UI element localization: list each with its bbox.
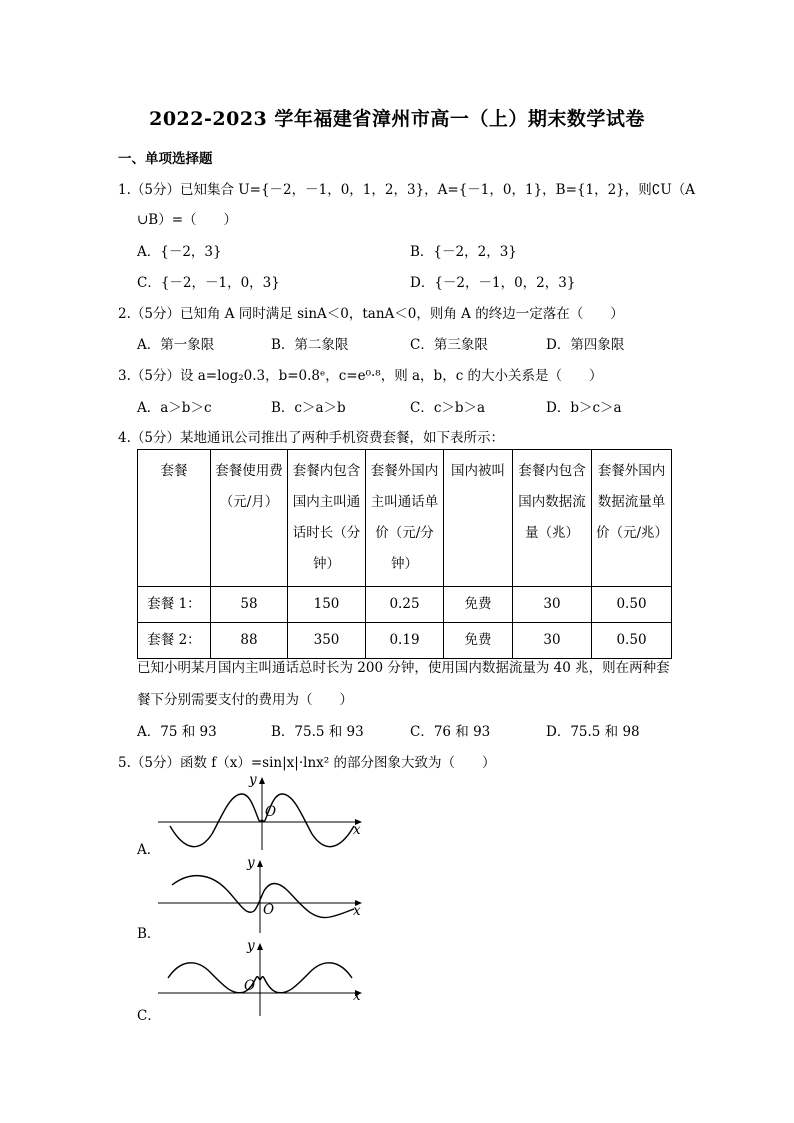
- table-row: [138, 623, 672, 659]
- table-cell: 350: [288, 623, 366, 659]
- q3-option-d: D．b＞c＞a: [546, 400, 622, 416]
- table-cell: 0.25: [366, 587, 444, 623]
- graph-a-label: A．: [137, 842, 161, 858]
- question-2-stem: 2.（5分）已知角 A 同时满足 sinA＜0，tanA＜0，则角 A 的终边一定落在（ ）: [118, 306, 624, 322]
- question-3-stem: 3.（5分）设 a=log₂0.3，b=0.8ᵉ，c=e⁰·⁸，则 a，b，c 的大小关系是（ ）: [118, 368, 603, 384]
- table-cell: 30: [513, 587, 592, 623]
- question-5-stem: 5.（5分）函数 f（x）=sin|x|·lnx² 的部分图象大致为（ ）: [118, 755, 496, 771]
- section-heading: 一、单项选择题: [118, 151, 213, 167]
- q3-option-a: A．a＞b＞c: [137, 400, 212, 416]
- question-1-line-2: ∪B）=（ ）: [137, 212, 238, 228]
- question-4-after-line-1: 已知小明某月国内主叫通话总时长为 200 分钟，使用国内数据流量为 40 兆，则在两种套: [137, 660, 670, 676]
- table-header-cell: 套餐: [138, 450, 211, 587]
- table-cell: 88: [211, 623, 288, 659]
- graph-b-x-label: x: [353, 903, 361, 919]
- graph-a-x-label: x: [353, 822, 361, 838]
- graph-b-label: B．: [137, 926, 161, 942]
- q2-option-a: A．第一象限: [137, 337, 215, 353]
- page-title: 2022-2023 学年福建省漳州市高一（上）期末数学试卷: [149, 108, 645, 130]
- q4-option-b: B．75.5 和 93: [271, 724, 364, 740]
- fee-table: [137, 449, 672, 659]
- graph-c-y-label: y: [247, 938, 255, 954]
- q2-option-b: B．第二象限: [271, 337, 349, 353]
- graph-c-label: C．: [137, 1008, 161, 1024]
- graph-a-y-arrow: [259, 777, 265, 784]
- table-cell: 0.50: [592, 623, 672, 659]
- graph-a-y-label: y: [249, 772, 257, 788]
- table-header-row: [138, 450, 672, 587]
- table-header-cell: 套餐外国内主叫通话单价（元/分钟）: [366, 450, 444, 587]
- q3-option-c: C．c＞b＞a: [410, 400, 486, 416]
- q1-option-d: D．{－2，－1，0，2，3}: [410, 275, 576, 291]
- graph-c: [150, 938, 370, 1018]
- table-cell: 150: [288, 587, 366, 623]
- table-cell: 免费: [444, 623, 513, 659]
- q1-option-c: C．{－2，－1，0，3}: [137, 275, 280, 291]
- table-header-cell: 套餐使用费（元/月）: [211, 450, 288, 587]
- table-row: [138, 587, 672, 623]
- q1-option-a: A．{－2，3}: [137, 244, 222, 260]
- table-cell: 套餐 2：: [138, 623, 211, 659]
- q4-option-d: D．75.5 和 98: [546, 724, 640, 740]
- question-4-after-line-2: 餐下分别需要支付的费用为（ ）: [137, 692, 353, 708]
- table-header-cell: 套餐内包含国内数据流量（兆）: [513, 450, 592, 587]
- table-header-cell: 套餐外国内数据流量单价（元/兆）: [592, 450, 672, 587]
- table-header-cell: 套餐内包含国内主叫通话时长（分钟）: [288, 450, 366, 587]
- graph-c-x-label: x: [353, 988, 361, 1004]
- graph-b-y-label: y: [247, 855, 255, 871]
- graph-a-origin-label: O: [265, 804, 277, 820]
- table-cell: 免费: [444, 587, 513, 623]
- question-4-stem: 4.（5分）某地通讯公司推出了两种手机资费套餐，如下表所示：: [118, 430, 504, 446]
- graph-b: [150, 855, 370, 935]
- table-cell: 套餐 1：: [138, 587, 211, 623]
- table-cell: 0.50: [592, 587, 672, 623]
- q4-option-a: A．75 和 93: [137, 724, 217, 740]
- graph-b-origin-label: O: [263, 902, 275, 918]
- table-cell: 58: [211, 587, 288, 623]
- table-header-cell: 国内被叫: [444, 450, 513, 587]
- q1-option-b: B．{－2，2，3}: [410, 244, 517, 260]
- q2-option-c: C．第三象限: [410, 337, 488, 353]
- graph-b-y-arrow: [257, 860, 263, 867]
- graph-c-y-arrow: [257, 943, 263, 950]
- q2-option-d: D．第四象限: [546, 337, 625, 353]
- table-cell: 0.19: [366, 623, 444, 659]
- table-cell: 30: [513, 623, 592, 659]
- q4-option-c: C．76 和 93: [410, 724, 491, 740]
- question-1-line-1: 1.（5分）已知集合 U={－2，－1，0，1，2，3}，A={－1，0，1}，B={1，2}，则∁U（A: [118, 182, 695, 198]
- graph-c-origin-label: O: [244, 978, 256, 994]
- q3-option-b: B．c＞a＞b: [271, 400, 346, 416]
- graph-a: [150, 772, 370, 852]
